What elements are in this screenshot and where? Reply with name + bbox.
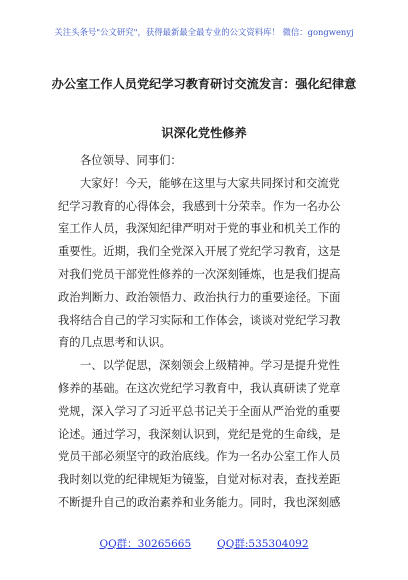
paragraph-line: 修养的基础。在这次党纪学习教育中，我认真研读了党章 (58, 381, 341, 395)
paragraph-line: 大家好！今天，能够在这里与大家共同探讨和交流党 (80, 176, 340, 190)
paragraph-line: 不断提升自己的政治素养和业务能力。同时，我也深刻感 (58, 495, 341, 509)
paragraph-line: 育的几点思考和认识。 (58, 336, 171, 350)
paragraph-line: 党员干部必须坚守的政治底线。作为一名办公室工作人员 (58, 450, 341, 464)
paragraph-line: 室工作人员，我深知纪律严明对于党的事业和机关工作的 (58, 222, 341, 236)
footer (0, 536, 408, 551)
header-banner: 关注头条号"公文研究"，获得最新最全最专业的公文资料库！ 微信：gongwenyj (54, 27, 354, 37)
paragraph-line: 我将结合自己的学习实际和工作体会，谈谈对党纪学习教 (58, 313, 341, 327)
paragraph-line: 我时刻以党的纪律规矩为镜鉴，自觉对标对表，查找差距 (58, 473, 341, 487)
qq-group-link-1[interactable]: QQ群：30265665 (99, 538, 192, 550)
paragraph-line: 党规，深入学习了习近平总书记关于全面从严治党的重要 (58, 404, 341, 418)
paragraph-line: 重要性。近期，我们全党深入开展了党纪学习教育，这是 (58, 245, 341, 259)
qq-group-link-2[interactable]: QQ群:535304092 (217, 538, 309, 550)
paragraph-line: 政治判断力、政治领悟力、政治执行力的重要途径。下面 (58, 290, 341, 304)
paragraph-line: 一、以学促思，深刻领会上级精神。学习是提升党性 (80, 359, 340, 373)
document-title-line-1: 办公室工作人员党纪学习教育研讨交流发言：强化纪律意 (51, 77, 357, 91)
paragraph-line: 各位领导、同事们： (80, 154, 182, 167)
paragraph-line: 论述。通过学习，我深刻认识到，党纪是党的生命线，是 (58, 427, 341, 441)
paragraph-line: 对我们党员干部党性修养的一次深刻锤炼，也是我们提高 (58, 267, 341, 281)
document-body (58, 150, 358, 515)
document-title-line-2: 识深化党性修养 (161, 126, 247, 140)
paragraph-line: 纪学习教育的心得体会，我感到十分荣幸。作为一名办公 (58, 199, 341, 213)
